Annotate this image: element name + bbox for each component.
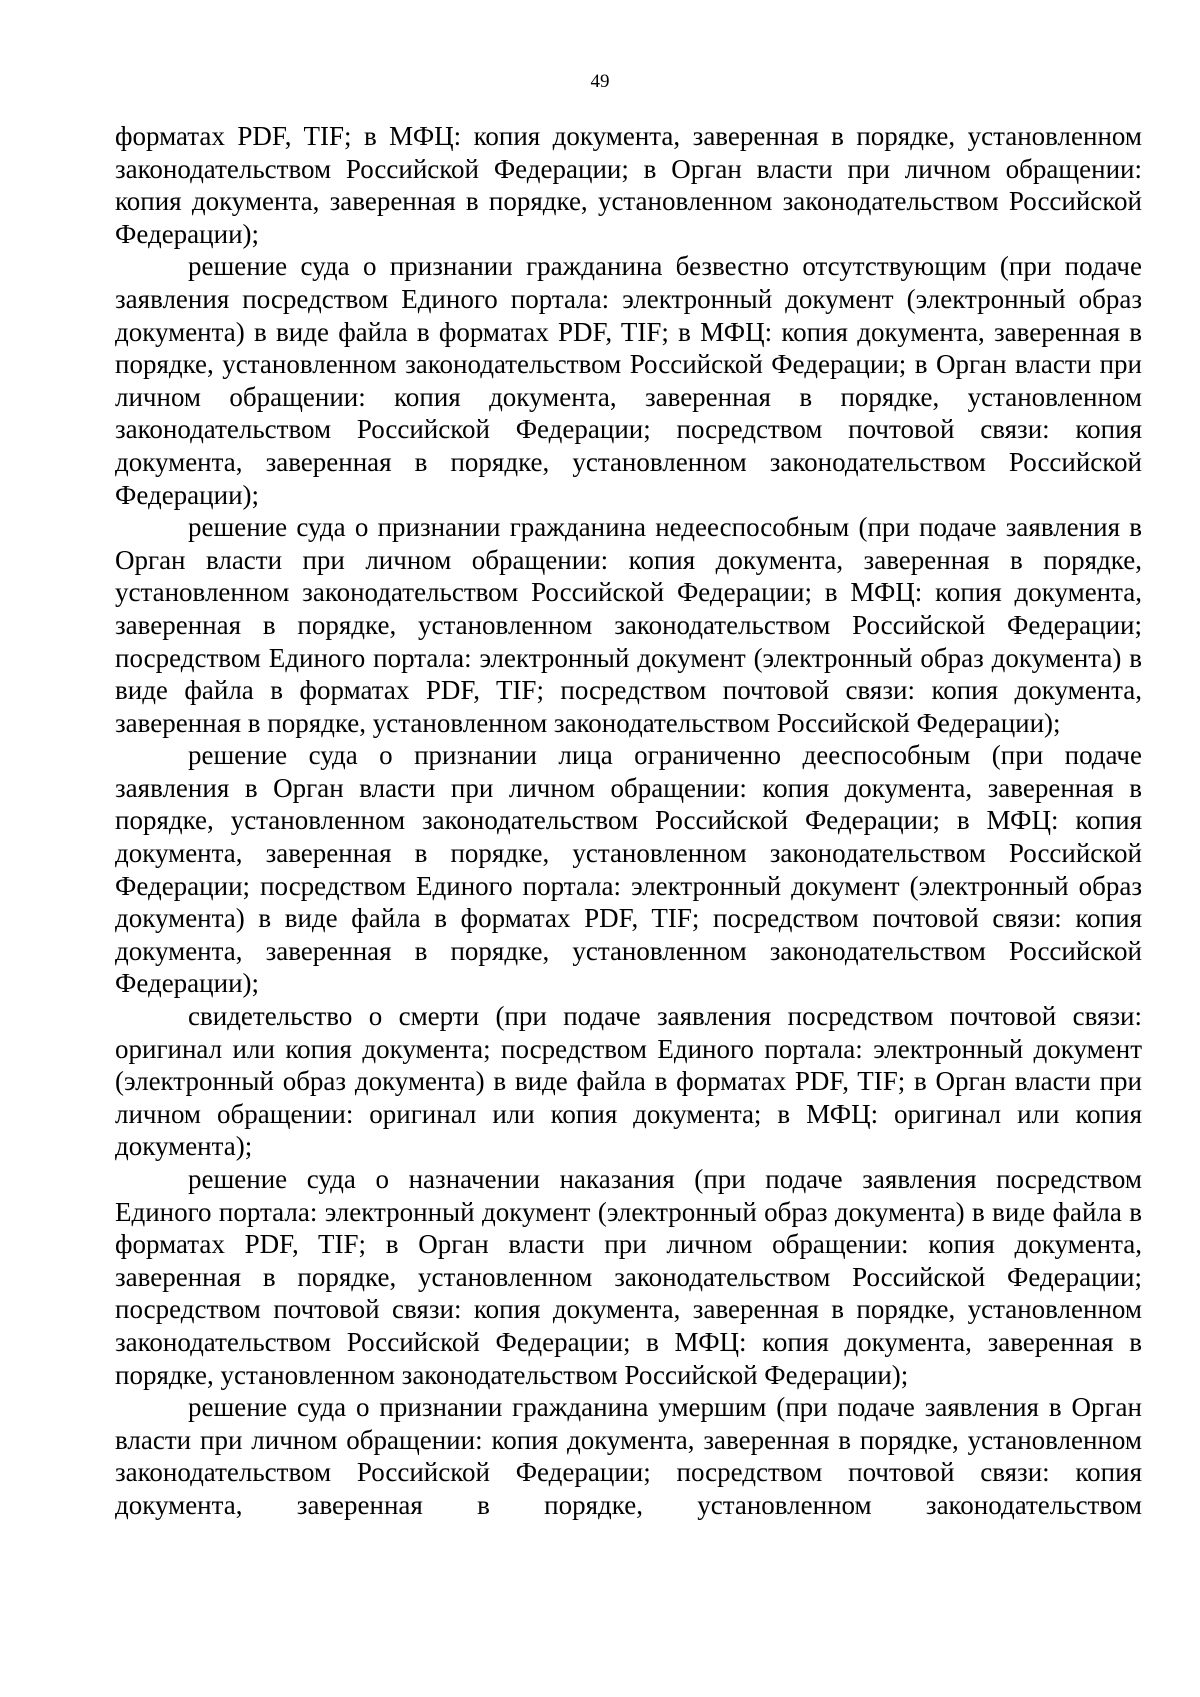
paragraph-death-certificate: свидетельство о смерти (при подаче заявления посредством почтовой связи: оригинал или копия документа; посредством Единого портала: электронный документ (электронный образ документа) в виде файла в форматах PDF, TIF; в Орган власти при личном обращении: оригинал или копия документа; в МФЦ: оригинал или копия документа); — [115, 1001, 1142, 1162]
paragraph-incapacity-decision: решение суда о признании гражданина недееспособным (при подаче заявления в Орган власти при личном обращении: копия документа, заверенная в порядке, установленном законодательством Российской Федерации; в МФЦ: копия документа, заверенная в порядке, установленном законодательством Российской Федерации; посредством Единого портала: электронный документ (электронный образ документа) в виде файла в форматах PDF, TIF; посредством почтовой связи: копия документа, заверенная в порядке, установленном законодательством Российской Федерации); — [115, 512, 1142, 738]
page-number: 49 — [590, 71, 610, 92]
paragraph-sentence-decision: решение суда о назначении наказания (при подаче заявления посредством Единого портала: электронный документ (электронный образ документа) в виде файла в форматах PDF, TIF; в Орган власти при личном обращении: копия документа, заверенная в порядке, установленном законодательством Российской Федерации; посредством почтовой связи: копия документа, заверенная в порядке, установленном законодательством Российской Федерации; в МФЦ: копия документа, заверенная в порядке, установленном законодательством Российской Федерации); — [115, 1164, 1142, 1390]
document-body — [115, 120, 1142, 1522]
paragraph-missing-person-decision: решение суда о признании гражданина безвестно отсутствующим (при подаче заявления посредством Единого портала: электронный документ (электронный образ документа) в виде файла в форматах PDF, TIF; в МФЦ: копия документа, заверенная в порядке, установленном законодательством Российской Федерации; в Орган власти при личном обращении: копия документа, заверенная в порядке, установленном законодательством Российской Федерации; посредством почтовой связи: копия документа, заверенная в порядке, установленном законодательством Российской Федерации); — [115, 251, 1142, 510]
paragraph-limited-capacity-decision: решение суда о признании лица ограниченно дееспособным (при подаче заявления в Орган власти при личном обращении: копия документа, заверенная в порядке, установленном законодательством Российской Федерации; в МФЦ: копия документа, заверенная в порядке, установленном законодательством Российской Федерации; посредством Единого портала: электронный документ (электронный образ документа) в виде файла в форматах PDF, TIF; посредством почтовой связи: копия документа, заверенная в порядке, установленном законодательством Российской Федерации); — [115, 740, 1142, 999]
paragraph-continuation: форматах PDF, TIF; в МФЦ: копия документа, заверенная в порядке, установленном законодательством Российской Федерации; в Орган власти при личном обращении: копия документа, заверенная в порядке, установленном законодательством Российской Федерации); — [115, 121, 1142, 249]
paragraph-declared-dead-decision: решение суда о признании гражданина умершим (при подаче заявления в Орган власти при личном обращении: копия документа, заверенная в порядке, установленном законодательством Российской Федерации; посредством почтовой связи: копия документа, заверенная в порядке, установленном законодательством — [115, 1392, 1142, 1520]
